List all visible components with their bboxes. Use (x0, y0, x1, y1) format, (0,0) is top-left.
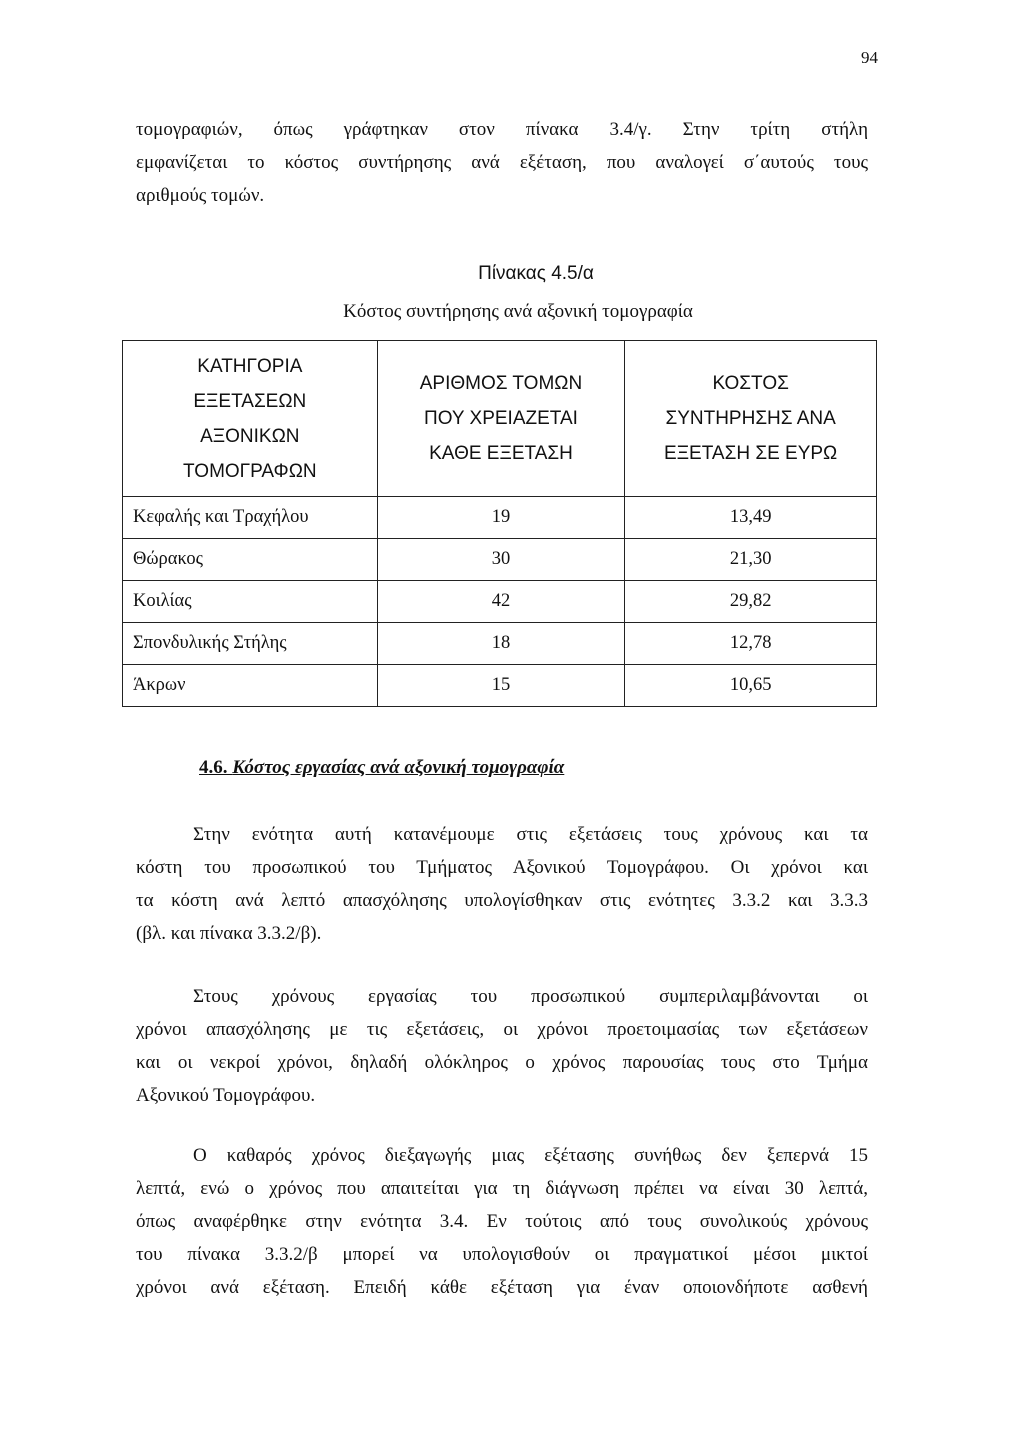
category-cell: Κεφαλής και Τραχήλου (123, 497, 378, 539)
text-line: λεπτά, ενώ ο χρόνος που απαιτείται για τη διάγνωση πρέπει να είναι 30 λεπτά, (136, 1178, 868, 1199)
paragraph-2 (136, 980, 868, 1112)
section-number: 4.6. (199, 757, 228, 778)
cost-cell: 13,49 (625, 497, 877, 539)
slices-cell: 30 (377, 539, 625, 581)
table-row (123, 665, 877, 707)
slices-cell: 42 (377, 581, 625, 623)
category-cell: Άκρων (123, 665, 378, 707)
paragraph-3 (136, 1139, 868, 1304)
header-category: ΚΑΤΗΓΟΡΙΑ ΕΞΕΤΑΣΕΩΝ ΑΞΟΝΙΚΩΝ ΤΟΜΟΓΡΑΦΩΝ (123, 341, 378, 497)
text-line: Αξονικού Τομογράφου. (136, 1085, 316, 1106)
maintenance-cost-table (122, 340, 877, 707)
section-title: Κόστος εργασίας ανά αξονική τομογραφία (232, 757, 565, 778)
text-line: του πίνακα 3.3.2/β μπορεί να υπολογισθούν οι πραγματικοί μέσοι μικτοί (136, 1244, 868, 1265)
text-line: (βλ. και πίνακα 3.3.2/β). (136, 923, 322, 944)
slices-cell: 18 (377, 623, 625, 665)
header-slices: ΑΡΙΘΜΟΣ ΤΟΜΩΝ ΠΟΥ ΧΡΕΙΑΖΕΤΑΙ ΚΑΘΕ ΕΞΕΤΑΣΗ (377, 341, 625, 497)
cost-cell: 12,78 (625, 623, 877, 665)
cost-cell: 10,65 (625, 665, 877, 707)
text-line: τα κόστη ανά λεπτό απασχόλησης υπολογίσθηκαν στις ενότητες 3.3.2 και 3.3.3 (136, 890, 868, 911)
section-heading (199, 757, 564, 779)
text-line: Στους χρόνους εργασίας του προσωπικού συμπεριλαμβάνονται οι (193, 986, 868, 1007)
text-line: αριθμούς τομών. (136, 185, 265, 206)
table-number: Πίνακας 4.5/α (478, 263, 594, 284)
paragraph-1 (136, 818, 868, 950)
cost-cell: 29,82 (625, 581, 877, 623)
text-line: χρόνοι ανά εξέταση. Επειδή κάθε εξέταση για έναν οποιονδήποτε ασθενή (136, 1277, 868, 1298)
header-cost: ΚΟΣΤΟΣ ΣΥΝΤΗΡΗΣΗΣ ΑΝΑ ΕΞΕΤΑΣΗ ΣΕ ΕΥΡΩ (625, 341, 877, 497)
text-line: Ο καθαρός χρόνος διεξαγωγής μιας εξέτασης συνήθως δεν ξεπερνά 15 (193, 1145, 868, 1166)
table-row (123, 539, 877, 581)
text-line: όπως αναφέρθηκε στην ενότητα 3.4. Εν τούτοις από τους συνολικούς χρόνους (136, 1211, 868, 1232)
page-number: 94 (861, 48, 878, 67)
slices-cell: 15 (377, 665, 625, 707)
text-line: τομογραφιών, όπως γράφτηκαν στον πίνακα 3.4/γ. Στην τρίτη στήλη (136, 119, 868, 140)
slices-cell: 19 (377, 497, 625, 539)
category-cell: Σπονδυλικής Στήλης (123, 623, 378, 665)
text-line: εμφανίζεται το κόστος συντήρησης ανά εξέταση, που αναλογεί σ΄αυτούς τους (136, 152, 868, 173)
category-cell: Θώρακος (123, 539, 378, 581)
intro-paragraph (136, 113, 868, 212)
text-line: χρόνοι απασχόλησης με τις εξετάσεις, οι χρόνοι προετοιμασίας των εξετάσεων (136, 1019, 868, 1040)
table-row (123, 623, 877, 665)
text-line: και οι νεκροί χρόνοι, δηλαδή ολόκληρος ο χρόνος παρουσίας τους στο Τμήμα (136, 1052, 868, 1073)
table-row (123, 497, 877, 539)
category-cell: Κοιλίας (123, 581, 378, 623)
cost-cell: 21,30 (625, 539, 877, 581)
table-header-row (123, 341, 877, 497)
text-line: Στην ενότητα αυτή κατανέμουμε στις εξετάσεις τους χρόνους και τα (193, 824, 868, 845)
table-title: Κόστος συντήρησης ανά αξονική τομογραφία (343, 301, 693, 322)
table-row (123, 581, 877, 623)
text-line: κόστη του προσωπικού του Τμήματος Αξονικού Τομογράφου. Οι χρόνοι και (136, 857, 868, 878)
